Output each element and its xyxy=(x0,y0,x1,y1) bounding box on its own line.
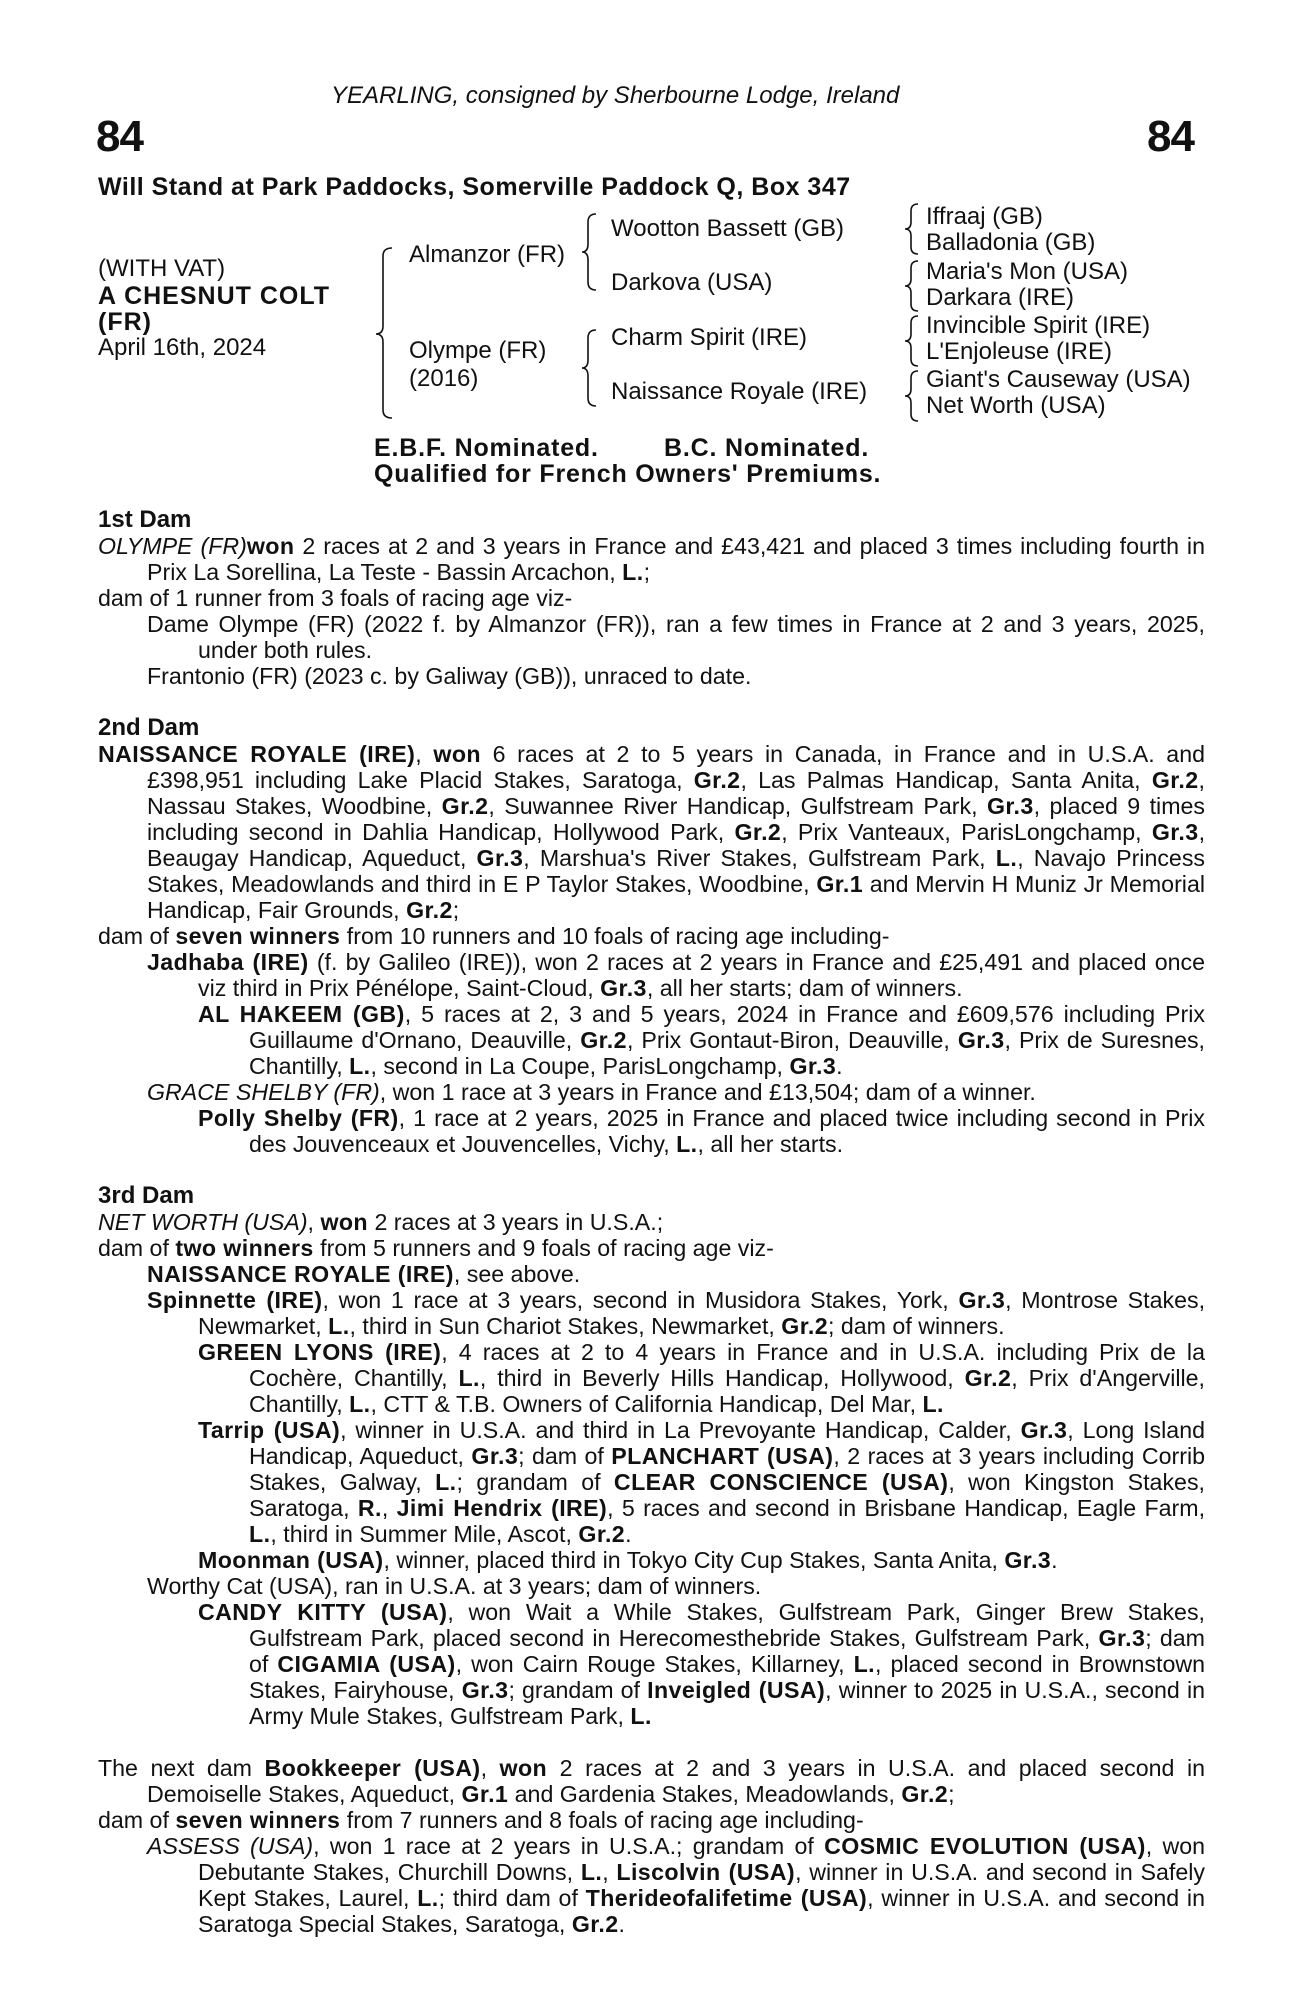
next-dam-produce: dam of seven winners from 7 runners and 8 foals of racing age including- xyxy=(98,1807,864,1833)
ebf-nomination: E.B.F. Nominated. xyxy=(374,434,599,462)
next-dam-record: The next dam Bookkeeper (USA), won 2 races at 2 and 3 years in U.S.A. and placed second in Demoiselle Stakes, Aqueduct, Gr.1 and Gardenia Stakes, Meadowlands, Gr.2; xyxy=(98,1755,1206,1807)
produce-green-lyons: GREEN LYONS (IRE), 4 races at 2 to 4 years in France and in U.S.A. including Prix de la Cochère, Chantilly, L., third in Beverly Hills Handicap, Hollywood, Gr.2, Prix d'Angerville, Chantilly, L., CTT & T.B. Owners of California Handicap, Del Mar, L. xyxy=(198,1339,1205,1417)
section-heading-1st-dam: 1st Dam xyxy=(98,506,192,533)
produce-polly-shelby: Polly Shelby (FR), 1 race at 2 years, 2025 in France and placed twice including second in Prix des Jouvenceaux et Jouvencelles, Vichy, L., all her starts. xyxy=(198,1105,1205,1157)
sire-dam: Darkova (USA) xyxy=(611,269,773,296)
stabling-line: Will Stand at Park Paddocks, Somerville Paddock Q, Box 347 xyxy=(98,173,851,201)
produce-spinnette: Spinnette (IRE), won 1 race at 3 years, second in Musidora Stakes, York, Gr.3, Montrose Stakes, Newmarket, L., third in Sun Chariot Stakes, Newmarket, Gr.2; dam of winners. xyxy=(147,1287,1206,1339)
ancestor-g6: L'Enjoleuse (IRE) xyxy=(926,338,1112,365)
first-dam-produce: dam of 1 runner from 3 foals of racing age viz- xyxy=(98,585,573,611)
second-dam-produce: dam of seven winners from 10 runners and 10 foals of racing age including- xyxy=(98,923,890,949)
consignment-line: YEARLING, consigned by Sherbourne Lodge, Ireland xyxy=(331,82,900,109)
dam-name: Olympe (FR) xyxy=(409,337,547,364)
produce-al-hakeem: AL HAKEEM (GB), 5 races at 2, 3 and 5 years, 2024 in France and £609,576 including Prix Guillaume d'Ornano, Deauville, Gr.2, Prix Gontaut-Biron, Deauville, Gr.3, Prix de Suresnes, Chantilly, L., second in La Coupe, ParisLongchamp, Gr.3. xyxy=(198,1001,1205,1079)
ancestor-g5: Invincible Spirit (IRE) xyxy=(926,312,1151,339)
produce-moonman: Moonman (USA), winner, placed third in Tokyo City Cup Stakes, Santa Anita, Gr.3. xyxy=(198,1547,1058,1573)
ancestor-g4: Darkara (IRE) xyxy=(926,284,1075,311)
dam-sire: Charm Spirit (IRE) xyxy=(611,324,808,351)
section-heading-2nd-dam: 2nd Dam xyxy=(98,714,200,741)
ancestor-g8: Net Worth (USA) xyxy=(926,392,1106,419)
third-dam-record: NET WORTH (USA), won 2 races at 3 years in U.S.A.; xyxy=(98,1209,664,1235)
produce-jadhaba: Jadhaba (IRE) (f. by Galileo (IRE)), won 2 races at 2 years in France and £25,491 and placed once viz third in Prix Pénélope, Saint-Cloud, Gr.3, all her starts; dam of winners. xyxy=(147,949,1205,1001)
produce-candy-kitty: CANDY KITTY (USA), won Wait a While Stakes, Gulfstream Park, Ginger Brew Stakes, Gulfstream Park, placed second in Herecomesthebride Stakes, Gulfstream Park, Gr.3; dam of CIGAMIA (USA), won Cairn Rouge Stakes, Killarney, L., placed second in Brownstown Stakes, Fairyhouse, Gr.3; grandam of Inveigled (USA), winner to 2025 in U.S.A., second in Army Mule Stakes, Gulfstream Park, L. xyxy=(198,1599,1206,1729)
dam-dam: Naissance Royale (IRE) xyxy=(611,378,868,405)
produce-grace-shelby: GRACE SHELBY (FR), won 1 race at 3 years in France and £13,504; dam of a winner. xyxy=(147,1079,1036,1105)
lot-number-left: 84 xyxy=(96,112,143,161)
subject-title-line1: A CHESNUT COLT xyxy=(98,282,331,310)
produce-worthy-cat: Worthy Cat (USA), ran in U.S.A. at 3 years; dam of winners. xyxy=(147,1573,762,1599)
subject-title-line2: (FR) xyxy=(98,308,152,336)
ancestor-g3: Maria's Mon (USA) xyxy=(926,258,1128,285)
foal-frantonio: Frantonio (FR) (2023 c. by Galiway (GB)), unraced to date. xyxy=(147,663,752,689)
sire-name: Almanzor (FR) xyxy=(409,241,566,268)
produce-assess: ASSESS (USA), won 1 race at 2 years in U.S.A.; grandam of COSMIC EVOLUTION (USA), won Debutante Stakes, Churchill Downs, L., Liscolvin (USA), winner in U.S.A. and second in Safely Kept Stakes, Laurel, L.; third dam of Therideofalifetime (USA), winner in U.S.A. and second in Saratoga Special Stakes, Saratoga, Gr.2. xyxy=(147,1833,1205,1937)
foaling-date: April 16th, 2024 xyxy=(98,334,267,361)
produce-tarrip: Tarrip (USA), winner in U.S.A. and third in La Prevoyante Handicap, Calder, Gr.3, Long Island Handicap, Aqueduct, Gr.3; dam of PLANCHART (USA), 2 races at 3 years including Corrib Stakes, Galway, L.; grandam of CLEAR CONSCIENCE (USA), won Kingston Stakes, Saratoga, R., Jimi Hendrix (IRE), 5 races and second in Brisbane Handicap, Eagle Farm, L., third in Summer Mile, Ascot, Gr.2. xyxy=(198,1417,1206,1547)
ancestor-g1: Iffraaj (GB) xyxy=(926,203,1043,230)
ancestor-g7: Giant's Causeway (USA) xyxy=(926,366,1191,393)
vat-note: (WITH VAT) xyxy=(98,255,226,282)
dam-year: (2016) xyxy=(409,365,479,392)
section-heading-3rd-dam: 3rd Dam xyxy=(98,1182,195,1209)
second-dam-record: NAISSANCE ROYALE (IRE), won 6 races at 2 to 5 years in Canada, in France and in U.S.A. and £398,951 including Lake Placid Stakes, Saratoga, Gr.2, Las Palmas Handicap, Santa Anita, Gr.2, Nassau Stakes, Woodbine, Gr.2, Suwannee River Handicap, Gulfstream Park, Gr.3, placed 9 times including second in Dahlia Handicap, Hollywood Park, Gr.2, Prix Vanteaux, ParisLongchamp, Gr.3, Beaugay Handicap, Aqueduct, Gr.3, Marshua's River Stakes, Gulfstream Park, L., Navajo Princess Stakes, Meadowlands and third in E P Taylor Stakes, Woodbine, Gr.1 and Mervin H Muniz Jr Memorial Handicap, Fair Grounds, Gr.2; xyxy=(98,741,1206,923)
lot-number-right: 84 xyxy=(1147,112,1194,161)
won-label: won xyxy=(246,533,295,559)
produce-record xyxy=(98,507,1205,1937)
sire-sire: Wootton Bassett (GB) xyxy=(611,215,844,242)
foal-dame-olympe: Dame Olympe (FR) (2022 f. by Almanzor (FR)), ran a few times in France at 2 and 3 years, 2025, under both rules. xyxy=(147,611,1205,663)
third-dam-produce: dam of two winners from 5 runners and 9 foals of racing age viz- xyxy=(98,1235,774,1261)
bc-nomination: B.C. Nominated. xyxy=(664,434,870,462)
ancestor-g2: Balladonia (GB) xyxy=(926,229,1096,256)
french-premiums: Qualified for French Owners' Premiums. xyxy=(374,460,882,488)
produce-naissance-royale: NAISSANCE ROYALE (IRE), see above. xyxy=(147,1261,581,1287)
dam-name-italic: OLYMPE (FR) xyxy=(98,533,247,559)
first-dam-record: OLYMPE (FR)won 2 races at 2 and 3 years in France and £43,421 and placed 3 times including fourth in Prix La Sorellina, La Teste - Bassin Arcachon, L.; xyxy=(98,533,1205,585)
